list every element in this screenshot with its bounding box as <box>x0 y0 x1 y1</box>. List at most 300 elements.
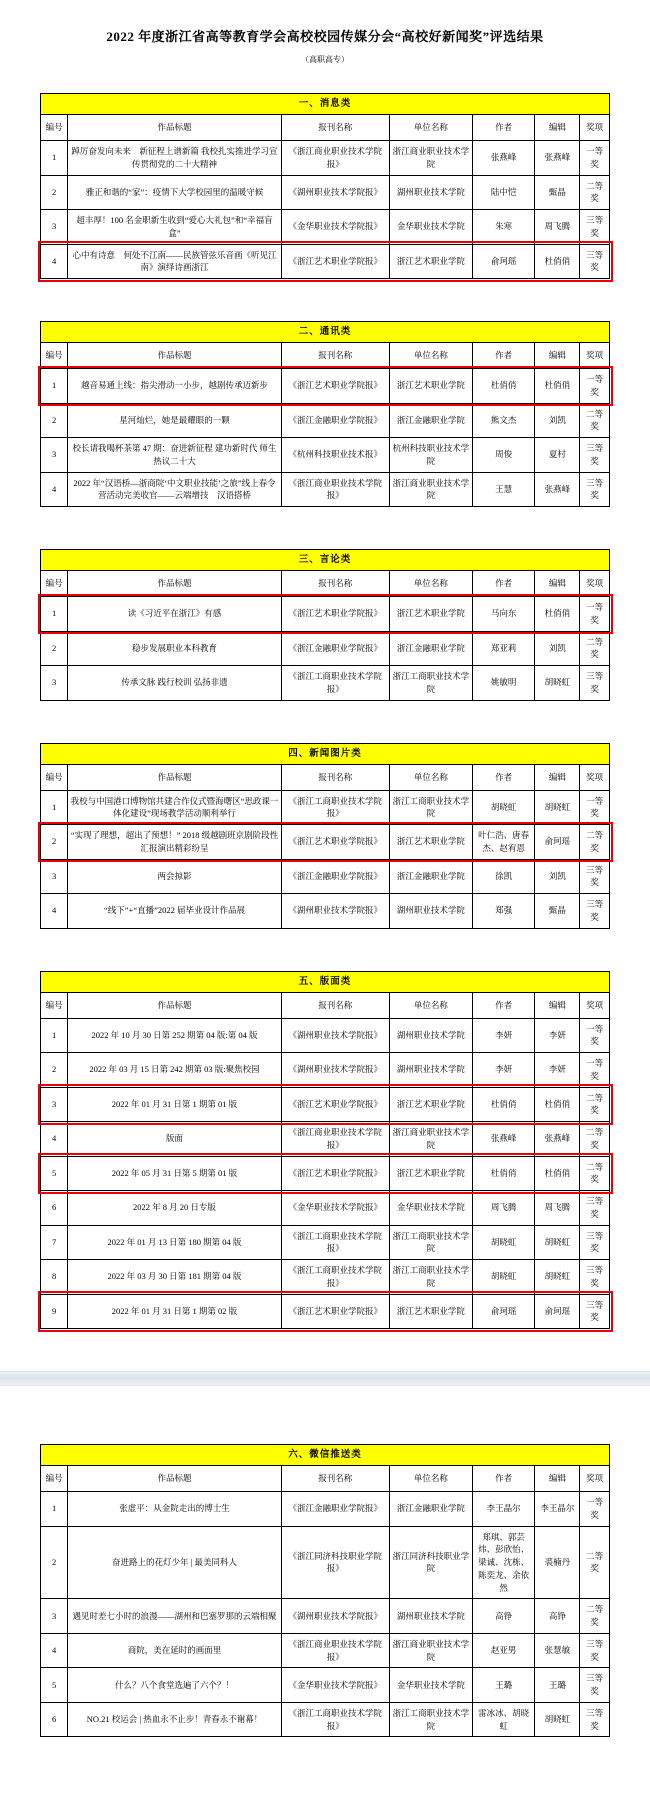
column-header: 作者 <box>472 343 535 369</box>
cell-title: 稳步发展职业本科教育 <box>68 631 281 666</box>
table-row <box>41 1668 610 1703</box>
cell-author: 李妍 <box>472 1018 535 1053</box>
cell-no: 8 <box>41 1260 68 1295</box>
cell-author: 高铮 <box>472 1599 535 1634</box>
cell-no: 1 <box>41 141 68 176</box>
cell-paper: 《金华职业技术学院报》 <box>281 1191 389 1226</box>
cell-unit: 湖州职业技术学院 <box>389 175 472 210</box>
cell-unit: 浙江金融职业学院 <box>389 631 472 666</box>
cell-editor: 夏村 <box>535 438 580 473</box>
cell-author: 雷冰冰、胡晓虹 <box>472 1702 535 1737</box>
cell-title: NO.21 校运会 | 热血永不止步！青春永不谢幕！ <box>68 1702 281 1737</box>
cell-award: 一等奖 <box>580 597 610 632</box>
cell-no: 4 <box>41 472 68 507</box>
column-header: 编号 <box>41 1466 68 1492</box>
cell-editor: 杜俏俏 <box>535 1156 580 1191</box>
cell-author: 马向东 <box>472 597 535 632</box>
section-title: 五、版面类 <box>41 971 610 992</box>
cell-unit: 浙江工商职业技术学院 <box>389 1702 472 1737</box>
cell-unit: 金华职业技术学院 <box>389 210 472 245</box>
cell-award: 三等奖 <box>580 666 610 701</box>
cell-award: 一等奖 <box>580 1018 610 1053</box>
cell-unit: 湖州职业技术学院 <box>389 1053 472 1088</box>
cell-paper: 《浙江艺术职业学院报》 <box>281 1294 389 1329</box>
column-header: 单位名称 <box>389 1466 472 1492</box>
table-row <box>41 1294 610 1329</box>
cell-title: 2022 年 01 月 31 日第 1 期第 01 版 <box>68 1087 281 1122</box>
cell-title: 2022 年 01 月 13 日第 180 期第 04 版 <box>68 1225 281 1260</box>
column-header: 单位名称 <box>389 571 472 597</box>
cell-award: 三等奖 <box>580 1260 610 1295</box>
section-band <box>41 743 610 764</box>
cell-editor: 甄晶 <box>535 894 580 929</box>
cell-editor: 李妍 <box>535 1053 580 1088</box>
cell-award: 二等奖 <box>580 1087 610 1122</box>
award-table <box>40 321 610 507</box>
cell-no: 4 <box>41 244 68 279</box>
cell-no: 1 <box>41 790 68 825</box>
cell-editor: 胡晓虹 <box>535 666 580 701</box>
column-header: 编号 <box>41 764 68 790</box>
table-row <box>41 1122 610 1157</box>
cell-paper: 《浙江金融职业学院报》 <box>281 631 389 666</box>
column-header: 作者 <box>472 115 535 141</box>
cell-no: 4 <box>41 1122 68 1157</box>
cell-title: 校长请我喝杯茶第 47 期：奋进新征程 建功新时代 师生热议二十大 <box>68 438 281 473</box>
cell-unit: 浙江商业职业技术学院 <box>389 1633 472 1668</box>
cell-no: 4 <box>41 894 68 929</box>
cell-award: 三等奖 <box>580 1702 610 1737</box>
section-title: 四、新闻图片类 <box>41 743 610 764</box>
cell-no: 5 <box>41 1668 68 1703</box>
section-band <box>41 971 610 992</box>
cell-no: 2 <box>41 825 68 860</box>
cell-title: 2022 年 03 月 30 日第 181 期第 04 版 <box>68 1260 281 1295</box>
cell-paper: 《金华职业技术学院报》 <box>281 1668 389 1703</box>
cell-author: 俞珂瑶 <box>472 244 535 279</box>
column-header: 编辑 <box>535 764 580 790</box>
cell-author: 杜俏俏 <box>472 1156 535 1191</box>
cell-award: 一等奖 <box>580 1492 610 1527</box>
cell-paper: 《浙江艺术职业学院报》 <box>281 825 389 860</box>
award-section <box>40 743 610 929</box>
table-row <box>41 1526 610 1599</box>
cell-editor: 周飞腾 <box>535 210 580 245</box>
table-row <box>41 210 610 245</box>
cell-no: 1 <box>41 369 68 404</box>
cell-title: 踔厉奋发向未来 新征程上谱新篇 我校扎实推进学习宣传贯彻党的二十大精神 <box>68 141 281 176</box>
table-row <box>41 825 610 860</box>
cell-no: 1 <box>41 1018 68 1053</box>
cell-title: 星河灿烂，她是最耀眼的一颗 <box>68 403 281 438</box>
cell-paper: 《浙江商业职业技术学院报》 <box>281 1122 389 1157</box>
table-row <box>41 894 610 929</box>
column-header-row <box>41 571 610 597</box>
cell-author: 朱寒 <box>472 210 535 245</box>
cell-unit: 浙江工商职业技术学院 <box>389 790 472 825</box>
cell-unit: 金华职业技术学院 <box>389 1668 472 1703</box>
cell-editor: 周飞腾 <box>535 1191 580 1226</box>
column-header-row <box>41 343 610 369</box>
cell-editor: 李王晶尔 <box>535 1492 580 1527</box>
cell-paper: 《浙江金融职业学院报》 <box>281 403 389 438</box>
cell-no: 2 <box>41 631 68 666</box>
column-header: 报刊名称 <box>281 992 389 1018</box>
table-row <box>41 1702 610 1737</box>
cell-editor: 刘凯 <box>535 403 580 438</box>
cell-award: 二等奖 <box>580 631 610 666</box>
award-table <box>40 549 610 701</box>
column-header: 报刊名称 <box>281 343 389 369</box>
column-header: 编辑 <box>535 115 580 141</box>
cell-title: 张虚平：从金院走出的博士生 <box>68 1492 281 1527</box>
section-band <box>41 94 610 115</box>
cell-paper: 《浙江工商职业技术学院报》 <box>281 666 389 701</box>
column-header-row <box>41 764 610 790</box>
cell-editor: 杜俏俏 <box>535 244 580 279</box>
award-section <box>40 93 610 279</box>
award-table <box>40 93 610 279</box>
cell-unit: 金华职业技术学院 <box>389 1191 472 1226</box>
award-table <box>40 1444 610 1737</box>
column-header: 单位名称 <box>389 343 472 369</box>
page-separator <box>0 1371 650 1386</box>
cell-editor: 杜俏俏 <box>535 1087 580 1122</box>
cell-editor: 张燕峰 <box>535 1122 580 1157</box>
table-row <box>41 790 610 825</box>
table-row <box>41 859 610 894</box>
cell-award: 二等奖 <box>580 1526 610 1599</box>
cell-unit: 浙江工商职业技术学院 <box>389 1225 472 1260</box>
column-header: 作品标题 <box>68 764 281 790</box>
cell-title: 遇见时差七小时的浪漫——湖州和巴塞罗那的云端相聚 <box>68 1599 281 1634</box>
column-header: 编辑 <box>535 571 580 597</box>
column-header: 编辑 <box>535 343 580 369</box>
cell-unit: 浙江艺术职业学院 <box>389 1087 472 1122</box>
table-row <box>41 244 610 279</box>
cell-no: 1 <box>41 597 68 632</box>
cell-editor: 胡晓虹 <box>535 1260 580 1295</box>
table-row <box>41 1087 610 1122</box>
cell-paper: 《浙江工商职业技术学院报》 <box>281 1260 389 1295</box>
cell-author: 赵亚男 <box>472 1633 535 1668</box>
column-header: 作者 <box>472 1466 535 1492</box>
cell-award: 二等奖 <box>580 1599 610 1634</box>
table-row <box>41 1260 610 1295</box>
table-row <box>41 631 610 666</box>
cell-award: 一等奖 <box>580 369 610 404</box>
table-row <box>41 438 610 473</box>
column-header: 作品标题 <box>68 115 281 141</box>
table-row <box>41 472 610 507</box>
cell-author: 胡晓虹 <box>472 1225 535 1260</box>
cell-editor: 杜俏俏 <box>535 597 580 632</box>
cell-title: 2022 年 03 月 15 日第 242 期第 03 版:聚焦校园 <box>68 1053 281 1088</box>
table-row <box>41 666 610 701</box>
table-row <box>41 1492 610 1527</box>
doc-title: 2022 年度浙江省高等教育学会高校校园传媒分会“高校好新闻奖”评选结果 <box>106 29 544 44</box>
cell-unit: 浙江艺术职业学院 <box>389 1294 472 1329</box>
cell-editor: 高铮 <box>535 1599 580 1634</box>
cell-paper: 《湖州职业技术学院报》 <box>281 1599 389 1634</box>
cell-unit: 浙江金融职业学院 <box>389 403 472 438</box>
table-row <box>41 1018 610 1053</box>
cell-editor: 胡晓虹 <box>535 1225 580 1260</box>
cell-paper: 《浙江艺术职业学院报》 <box>281 1156 389 1191</box>
cell-award: 三等奖 <box>580 244 610 279</box>
cell-author: 张燕峰 <box>472 1122 535 1157</box>
cell-no: 4 <box>41 1633 68 1668</box>
column-header: 单位名称 <box>389 115 472 141</box>
cell-award: 三等奖 <box>580 859 610 894</box>
cell-award: 三等奖 <box>580 1294 610 1329</box>
cell-unit: 浙江工商职业技术学院 <box>389 1260 472 1295</box>
column-header: 编号 <box>41 571 68 597</box>
cell-editor: 俞珂瑶 <box>535 825 580 860</box>
cell-author: 郑亚莉 <box>472 631 535 666</box>
doc-subtitle: （高职高专） <box>301 55 349 64</box>
tables-page-2 <box>40 1444 610 1737</box>
cell-unit: 浙江商业职业技术学院 <box>389 141 472 176</box>
tables-page-1 <box>40 93 610 1329</box>
cell-title: 2022 年 05 月 31 日第 5 期第 01 版 <box>68 1156 281 1191</box>
table-row <box>41 141 610 176</box>
column-header: 单位名称 <box>389 992 472 1018</box>
cell-title: “线下”+“直播”2022 届毕业设计作品展 <box>68 894 281 929</box>
column-header: 编号 <box>41 115 68 141</box>
column-header: 奖项 <box>580 571 610 597</box>
cell-unit: 浙江工商职业技术学院 <box>389 666 472 701</box>
column-header: 奖项 <box>580 343 610 369</box>
cell-author: 胡晓虹 <box>472 1260 535 1295</box>
cell-editor: 张燕峰 <box>535 141 580 176</box>
cell-unit: 浙江艺术职业学院 <box>389 244 472 279</box>
cell-no: 9 <box>41 1294 68 1329</box>
cell-paper: 《浙江艺术职业学院报》 <box>281 369 389 404</box>
cell-paper: 《浙江工商职业技术学院报》 <box>281 790 389 825</box>
cell-author: 郑琪、郭芸炜、彭欣怡、梁诚、沈栋、陈奕龙、余依然 <box>472 1526 535 1599</box>
cell-no: 3 <box>41 438 68 473</box>
cell-title: 超丰厚！100 名金职新生收到“爱心大礼包”和“幸福盲盒” <box>68 210 281 245</box>
cell-author: 郑强 <box>472 894 535 929</box>
cell-award: 三等奖 <box>580 1225 610 1260</box>
award-section <box>40 971 610 1330</box>
column-header: 作者 <box>472 992 535 1018</box>
cell-no: 3 <box>41 210 68 245</box>
column-header: 作品标题 <box>68 992 281 1018</box>
cell-editor: 刘凯 <box>535 859 580 894</box>
column-header: 报刊名称 <box>281 764 389 790</box>
cell-title: 传承文脉 践行校训 弘扬非遗 <box>68 666 281 701</box>
cell-paper: 《浙江同济科技职业学院报》 <box>281 1526 389 1599</box>
cell-paper: 《浙江金融职业学院报》 <box>281 1492 389 1527</box>
column-header: 奖项 <box>580 992 610 1018</box>
column-header: 奖项 <box>580 1466 610 1492</box>
cell-unit: 湖州职业技术学院 <box>389 1599 472 1634</box>
cell-unit: 湖州职业技术学院 <box>389 1018 472 1053</box>
cell-no: 3 <box>41 859 68 894</box>
column-header: 编辑 <box>535 992 580 1018</box>
cell-no: 2 <box>41 175 68 210</box>
table-row <box>41 1053 610 1088</box>
table-row <box>41 1599 610 1634</box>
column-header: 奖项 <box>580 115 610 141</box>
section-title: 六、微信推送类 <box>41 1445 610 1466</box>
column-header: 编辑 <box>535 1466 580 1492</box>
cell-title: 我校与中国港口博物馆共建合作仪式暨海曙区“思政课一体化建设”现场教学活动顺利举行 <box>68 790 281 825</box>
cell-title: 两会掠影 <box>68 859 281 894</box>
cell-author: 李王晶尔 <box>472 1492 535 1527</box>
table-row <box>41 1633 610 1668</box>
cell-paper: 《浙江金融职业学院报》 <box>281 859 389 894</box>
cell-editor: 裘楠丹 <box>535 1526 580 1599</box>
cell-paper: 《浙江商业职业技术学院报》 <box>281 141 389 176</box>
cell-title: 什么？八个食堂选遍了六个？！ <box>68 1668 281 1703</box>
cell-editor: 胡晓虹 <box>535 1702 580 1737</box>
column-header: 作品标题 <box>68 343 281 369</box>
column-header-row <box>41 1466 610 1492</box>
cell-author: 李妍 <box>472 1053 535 1088</box>
cell-award: 一等奖 <box>580 790 610 825</box>
cell-paper: 《湖州职业技术学院报》 <box>281 1053 389 1088</box>
cell-no: 3 <box>41 666 68 701</box>
cell-paper: 《浙江商业职业技术学院报》 <box>281 1633 389 1668</box>
cell-title: “实现了理想，超出了预想！” 2018 级越剧班京剧阶段性汇报演出精彩纷呈 <box>68 825 281 860</box>
cell-title: 雅正和谐的“家”：疫情下大学校园里的温暖守候 <box>68 175 281 210</box>
cell-title: 商院，美在延时的画面里 <box>68 1633 281 1668</box>
cell-author: 王璐 <box>472 1668 535 1703</box>
cell-award: 一等奖 <box>580 1053 610 1088</box>
cell-author: 胡晓虹 <box>472 790 535 825</box>
cell-award: 三等奖 <box>580 1633 610 1668</box>
cell-unit: 浙江金融职业学院 <box>389 1492 472 1527</box>
table-row <box>41 1225 610 1260</box>
cell-author: 俞珂瑶 <box>472 1294 535 1329</box>
cell-editor: 张燕峰 <box>535 472 580 507</box>
cell-paper: 《杭州科技职业技术报》 <box>281 438 389 473</box>
cell-author: 张燕峰 <box>472 141 535 176</box>
cell-title: 2022 年 10 月 30 日第 252 期第 04 版:第 04 版 <box>68 1018 281 1053</box>
column-header: 报刊名称 <box>281 571 389 597</box>
cell-award: 二等奖 <box>580 403 610 438</box>
cell-unit: 浙江艺术职业学院 <box>389 825 472 860</box>
table-row <box>41 403 610 438</box>
cell-award: 三等奖 <box>580 894 610 929</box>
column-header: 报刊名称 <box>281 115 389 141</box>
cell-unit: 杭州科技职业技术学院 <box>389 438 472 473</box>
cell-author: 周飞腾 <box>472 1191 535 1226</box>
cell-no: 2 <box>41 403 68 438</box>
cell-no: 2 <box>41 1053 68 1088</box>
cell-paper: 《浙江艺术职业学院报》 <box>281 244 389 279</box>
table-row <box>41 1156 610 1191</box>
column-header: 编号 <box>41 343 68 369</box>
cell-award: 三等奖 <box>580 1668 610 1703</box>
section-band <box>41 322 610 343</box>
cell-title: 奋进路上的花灯少年 | 最美同科人 <box>68 1526 281 1599</box>
cell-award: 三等奖 <box>580 1191 610 1226</box>
cell-author: 陆中恺 <box>472 175 535 210</box>
award-table <box>40 971 610 1330</box>
cell-no: 6 <box>41 1702 68 1737</box>
table-row <box>41 597 610 632</box>
cell-no: 6 <box>41 1191 68 1226</box>
column-header: 作者 <box>472 764 535 790</box>
cell-author: 杜俏俏 <box>472 369 535 404</box>
cell-no: 1 <box>41 1492 68 1527</box>
cell-title: 2022 年“汉语桥—浙商院‘中文职业技能’之旅”线上春令营活动完美收官——云端增技 汉语搭桥 <box>68 472 281 507</box>
cell-paper: 《浙江工商职业技术学院报》 <box>281 1702 389 1737</box>
cell-title: 版面 <box>68 1122 281 1157</box>
cell-unit: 湖州职业技术学院 <box>389 894 472 929</box>
cell-paper: 《金华职业技术学院报》 <box>281 210 389 245</box>
cell-paper: 《浙江艺术职业学院报》 <box>281 1087 389 1122</box>
cell-author: 周俊 <box>472 438 535 473</box>
cell-award: 三等奖 <box>580 472 610 507</box>
section-band <box>41 1445 610 1466</box>
cell-unit: 浙江艺术职业学院 <box>389 1156 472 1191</box>
section-title: 二、通讯类 <box>41 322 610 343</box>
cell-award: 二等奖 <box>580 1156 610 1191</box>
cell-award: 一等奖 <box>580 141 610 176</box>
cell-editor: 甄晶 <box>535 175 580 210</box>
table-row <box>41 1191 610 1226</box>
cell-no: 2 <box>41 1526 68 1599</box>
cell-unit: 浙江艺术职业学院 <box>389 597 472 632</box>
cell-author: 熊文杰 <box>472 403 535 438</box>
cell-no: 7 <box>41 1225 68 1260</box>
cell-editor: 胡晓虹 <box>535 790 580 825</box>
cell-editor: 杜俏俏 <box>535 369 580 404</box>
award-section <box>40 321 610 507</box>
section-band <box>41 550 610 571</box>
cell-editor: 刘凯 <box>535 631 580 666</box>
cell-unit: 浙江商业职业技术学院 <box>389 1122 472 1157</box>
column-header: 报刊名称 <box>281 1466 389 1492</box>
cell-author: 杜俏俏 <box>472 1087 535 1122</box>
column-header-row <box>41 992 610 1018</box>
cell-no: 3 <box>41 1599 68 1634</box>
award-section <box>40 549 610 701</box>
column-header: 作品标题 <box>68 571 281 597</box>
column-header: 作者 <box>472 571 535 597</box>
table-row <box>41 369 610 404</box>
cell-paper: 《湖州职业技术学院报》 <box>281 894 389 929</box>
cell-award: 三等奖 <box>580 438 610 473</box>
cell-title: 越音易通上线：指尖滑动一小步，越剧传承迈新步 <box>68 369 281 404</box>
cell-award: 三等奖 <box>580 210 610 245</box>
cell-paper: 《浙江艺术职业学院报》 <box>281 597 389 632</box>
cell-author: 王慧 <box>472 472 535 507</box>
cell-author: 姚敏明 <box>472 666 535 701</box>
cell-unit: 浙江商业职业技术学院 <box>389 472 472 507</box>
cell-award: 二等奖 <box>580 825 610 860</box>
column-header: 编号 <box>41 992 68 1018</box>
cell-editor: 张慧敏 <box>535 1633 580 1668</box>
cell-award: 二等奖 <box>580 175 610 210</box>
cell-paper: 《浙江商业职业技术学院报》 <box>281 472 389 507</box>
column-header-row <box>41 115 610 141</box>
cell-paper: 《湖州职业技术学院报》 <box>281 175 389 210</box>
cell-title: 2022 年 8 月 20 日专版 <box>68 1191 281 1226</box>
cell-author: 叶仁浩、唐春杰、赵宥恩 <box>472 825 535 860</box>
page-2 <box>0 1386 650 1799</box>
cell-unit: 浙江同济科技职业学院 <box>389 1526 472 1599</box>
cell-editor: 王璐 <box>535 1668 580 1703</box>
section-title: 一、消息类 <box>41 94 610 115</box>
cell-editor: 俞珂瑶 <box>535 1294 580 1329</box>
award-table <box>40 743 610 929</box>
